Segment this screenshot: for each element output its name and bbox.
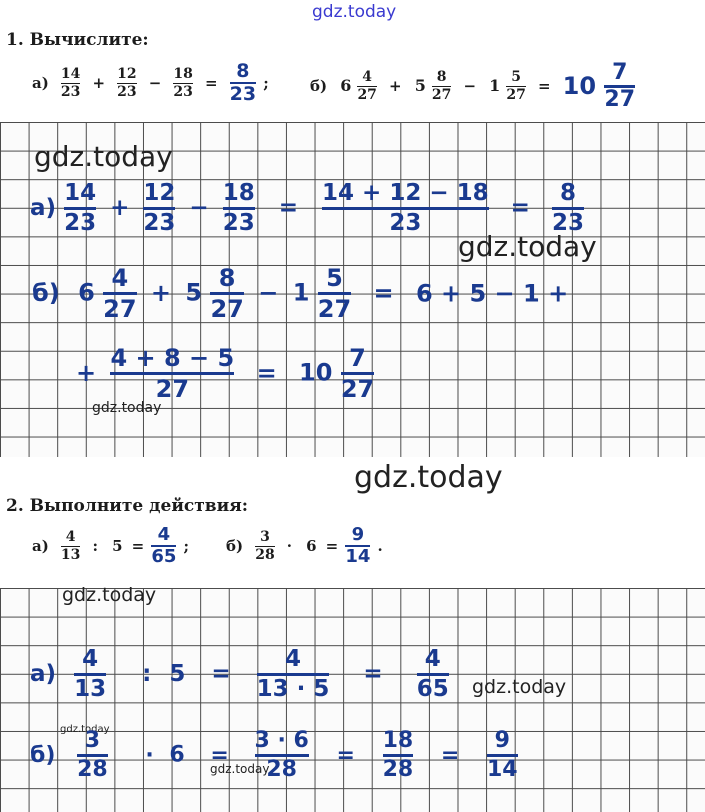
watermark: gdz.today [472,676,567,698]
fraction: $\frac{18}{23}$ [173,65,193,100]
task2-a-expression: а) $\frac{4}{13}$ : 5 = $\frac{4}{65}$ ; [32,524,190,567]
watermark: gdz.today [354,460,503,495]
fraction: $\frac{14}{23}$ [60,65,81,100]
fraction: $\frac{8}{27}$ [431,69,452,103]
watermark: gdz.today [92,400,162,416]
task1-a-label: а) [32,73,49,92]
work2-b-line: б) $\frac{3}{28}$ · 6 = $\frac{3 \cdot 6}{28}$ = $\frac{18}{28}$ = $\frac{9}{14}$ [30,728,518,782]
task2-a-answer: $\frac{4}{65}$ [151,524,177,567]
watermark: gdz.today [312,2,397,22]
task2-b-answer: $\frac{9}{14}$ [345,524,371,567]
watermark: gdz.today [62,584,157,606]
watermark: gdz.today [458,230,597,263]
task2-heading [6,496,248,516]
watermark: gdz.today [34,140,173,173]
work1-b-line2: + $\frac{4 + 8 - 5}{27}$ = 10 $\frac{7}{27}$ [76,344,375,403]
task2-title: Выполните действия: [29,496,249,516]
task1-a-expression: а) $\frac{14}{23}$ + $\frac{12}{23}$ − $\frac{18}{23}$ = $\frac{8}{23}$ ; [32,60,269,105]
task1-title: Вычислите: [29,30,149,50]
fraction: $\frac{4}{13}$ [60,528,81,563]
watermark: gdz.today [60,724,110,735]
fraction: $\frac{4}{27}$ [357,69,377,103]
work1-b-line1: б) 6 $\frac{4}{27}$ + 5 $\frac{8}{27}$ − 1 $\frac{5}{27}$ = 6 + 5 − 1 + [32,264,569,323]
task1-b-label: б) [310,77,328,95]
task2-b-expression: б) $\frac{3}{28}$ · 6 = $\frac{9}{14}$ . [226,524,383,567]
fraction: $\frac{12}{23}$ [117,65,137,100]
work1-a-line: а) $\frac{14}{23}$ + $\frac{12}{23}$ − $\frac{18}{23}$ = $\frac{14 + 12 - 18}{23}$ = $\frac{8}{23}$ [30,180,584,236]
task1-heading [6,30,149,50]
fraction: $\frac{3}{28}$ [255,528,275,563]
task1-b-expression: б) 6 $\frac{4}{27}$ + 5 $\frac{8}{27}$ − 1 $\frac{5}{27}$ = 10 $\frac{7}{27}$ [310,60,636,112]
task1-number: 1. [6,30,24,50]
work2-a-line: а) $\frac{4}{13}$ : 5 = $\frac{4}{13 \cdot 5}$ = $\frac{4}{65}$ [30,646,449,702]
watermark: gdz.today [210,762,270,776]
task1-a-answer: $\frac{8}{23}$ [229,60,257,105]
task2-number: 2. [6,496,24,516]
task1-b-answer: 10 $\frac{7}{27}$ [562,60,636,112]
fraction: $\frac{5}{27}$ [506,69,526,103]
